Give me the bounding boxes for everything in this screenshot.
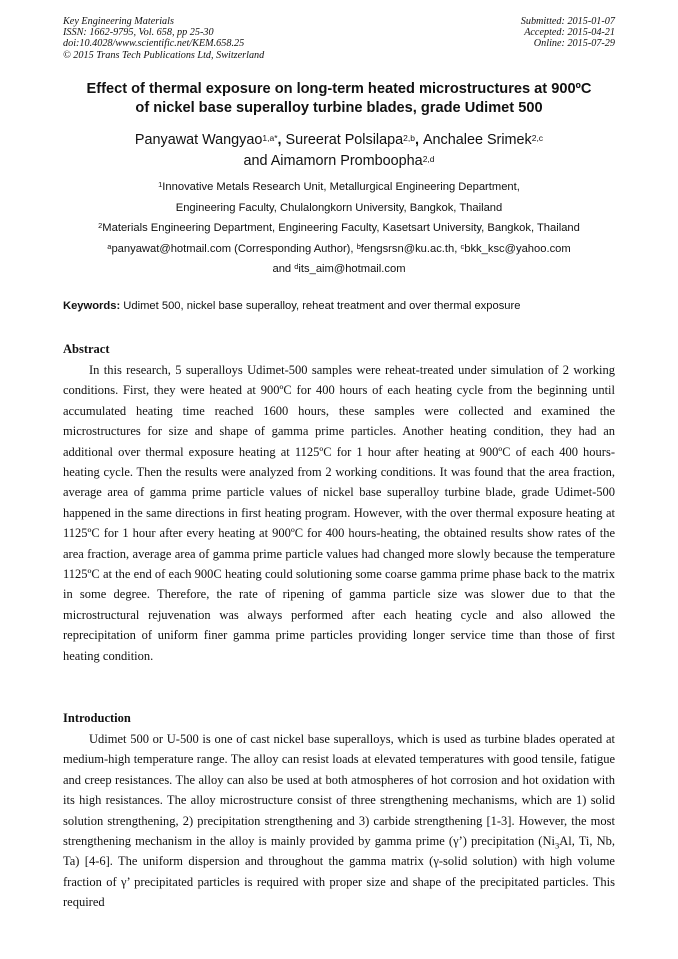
author-name: Anchalee Srimek — [422, 132, 532, 148]
author-line-2 — [40, 151, 638, 172]
email-sup: a — [107, 241, 112, 251]
affiliation-text: Materials Engineering Department, Engineering Faculty, Kasetsart University, Bangkok, Thailand — [102, 222, 580, 234]
author-sup: 2,c — [531, 133, 544, 143]
journal-name: Key Engineering Materials — [63, 16, 174, 27]
author-sup: 2,d — [422, 154, 435, 164]
email-sup: b — [356, 241, 361, 251]
email-line-1 — [40, 239, 638, 260]
author-sup: 1,a* — [262, 133, 278, 143]
affiliation-1-line-1 — [40, 177, 638, 198]
email-text: bkk_ksc@yahoo.com — [464, 242, 571, 255]
author-sup: 2,b — [403, 133, 415, 143]
affiliation-text: Innovative Metals Research Unit, Metallurgical Engineering Department, — [162, 181, 520, 193]
accepted-date: Accepted: 2015-04-21 — [524, 27, 615, 39]
introduction-section — [63, 711, 615, 913]
affiliation-1-line-2: Engineering Faculty, Chulalongkorn University, Bangkok, Thailand — [175, 201, 503, 214]
subscript-3: 3 — [554, 840, 560, 851]
keywords — [63, 299, 623, 313]
keywords-label: Keywords: — [63, 300, 121, 312]
email-sup: d — [294, 262, 299, 271]
doi-line: doi:10.4028/www.scientific.net/KEM.658.25 — [63, 38, 245, 50]
intro-text-part-2: Al, Ti, Nb, Ta) [4-6]. The uniform dispersion and throughout the gamma matrix (γ-solid solution) with high volume fraction of γ’ precipitated particles is required with proper size and shape of the precipitated particles. This required — [63, 834, 615, 910]
author-name: Aimamorn Promboopha — [270, 153, 423, 169]
title-line-2: of nickel base superalloy turbine blades, grade Udimet 500 — [135, 100, 543, 116]
affiliations — [40, 177, 638, 280]
introduction-body — [63, 729, 615, 913]
author-separator: , — [414, 132, 423, 148]
email-text: panyawat@hotmail.com (Corresponding Author), — [111, 242, 357, 255]
title-line-1: Effect of thermal exposure on long-term heated microstructures at 900ºC — [86, 81, 592, 97]
email-text: its_aim@hotmail.com — [298, 263, 406, 275]
affiliation-sup: 1 — [158, 180, 163, 189]
author-and: and — [243, 153, 271, 169]
email-text: fengsrsn@ku.ac.th, — [360, 242, 461, 255]
author-name: Panyawat Wangyao — [134, 132, 263, 148]
journal-info — [63, 16, 264, 61]
intro-text-part-1: Udimet 500 or U-500 is one of cast nickel base superalloys, which is used as turbine blades operated at medium-high temperature range. The alloy can resist loads at elevated temperatures with good tensile, fatigue and creep resistances. The alloy can also be used at both atmospheres of hot corrosion and hot oxidation with its high resistances. The alloy microstructure consist of three strengthening mechanisms, which are 1) solid solution strengthening, 2) precipitation strengthening and 3) carbide strengthening [1-3]. However, the most strengthening mechanism in the alloy is mainly provided by gamma prime (γ’) precipitation (Ni — [63, 732, 615, 849]
email-and: and — [272, 263, 295, 275]
abstract-heading: Abstract — [63, 342, 110, 356]
paper-title — [40, 80, 638, 118]
affiliation-sup: 2 — [98, 221, 103, 230]
online-date: Online: 2015-07-29 — [533, 38, 615, 50]
copyright-line: © 2015 Trans Tech Publications Ltd, Switzerland — [63, 49, 265, 61]
affiliation-2 — [40, 218, 638, 239]
publication-dates — [521, 16, 615, 50]
author-separator: , — [277, 132, 286, 148]
author-name: Sureerat Polsilapa — [285, 132, 404, 148]
abstract-section — [63, 342, 615, 666]
author-list — [40, 130, 638, 172]
issn-line: ISSN: 1662-9795, Vol. 658, pp 25-30 — [63, 27, 214, 39]
email-line-2 — [40, 259, 638, 280]
submitted-date: Submitted: 2015-01-07 — [520, 16, 615, 27]
email-sup: c — [460, 241, 465, 251]
author-line-1 — [40, 130, 638, 151]
introduction-heading: Introduction — [63, 711, 131, 725]
abstract-body: In this research, 5 superalloys Udimet-500 samples were reheat-treated under simulation of 2 working conditions. First, they were heated at 900ºC for 400 hours of each heating cycle from the beginning until accumulated heating time reached 1600 hours, these samples were collected and examined the microstructures for size and shape of gamma prime particles. Another heating condition, they had an additional over thermal exposure heating at 1125ºC for 1 hour after heating at 900ºC of each 400 hours-heating cycle. Then the results were analyzed from 2 working conditions. It was found that the area fraction, average area of gamma prime particle values of nickel base superalloy turbine blade, grade Udimet-500 happened in the same directions in first heating program. However, with the over thermal exposure heating at 1125ºC for 1 hour after every heating at 900ºC for 400 hours-heating, the obtained results show rates of the area fraction, average area of gamma prime particle values had changed more slowly because the temperature 1125ºC at the end of each 900C heating could solutioning some coarse gamma prime phase back to the matrix in some degree. Therefore, the rate of ripening of gamma particle size was slower due to that the microstructural rejuvenation was always performed after each heating cycle and also allowed the reprecipitation of uniform finer gamma prime particles providing longer service time than those of first heating condition. — [63, 363, 615, 663]
keywords-text: Udimet 500, nickel base superalloy, reheat treatment and over thermal exposure — [120, 300, 521, 312]
